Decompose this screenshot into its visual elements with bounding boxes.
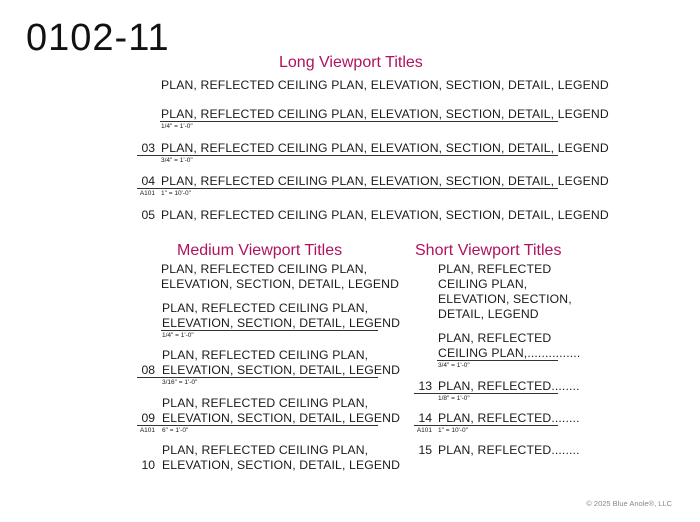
long-title-3: PLAN, REFLECTED CEILING PLAN, ELEVATION, SECTION, DETAIL, LEGEND bbox=[161, 141, 609, 155]
short-title-3: PLAN, REFLECTED........ bbox=[438, 379, 580, 393]
short-title-1-line1: PLAN, REFLECTED bbox=[438, 262, 552, 276]
medium-title-4-line1: PLAN, REFLECTED CEILING PLAN, bbox=[162, 396, 369, 410]
short-title-5-number: 15 bbox=[418, 443, 432, 457]
short-title-4: PLAN, REFLECTED........ bbox=[438, 411, 580, 425]
medium-viewport-titles-heading: Medium Viewport Titles bbox=[177, 242, 343, 259]
short-title-2-line2: CEILING PLAN,............... bbox=[438, 346, 581, 360]
medium-title-4-line2: ELEVATION, SECTION, DETAIL, LEGEND bbox=[162, 411, 401, 425]
long-title-5-number: 05 bbox=[141, 208, 155, 222]
long-title-3-rule bbox=[137, 155, 558, 156]
short-title-3-scale: 1/8" = 1'-0" bbox=[438, 395, 470, 402]
short-viewport-titles-heading: Short Viewport Titles bbox=[415, 242, 562, 259]
medium-title-1-line2: ELEVATION, SECTION, DETAIL, LEGEND bbox=[161, 277, 400, 291]
short-title-2-line1: PLAN, REFLECTED bbox=[438, 331, 552, 345]
short-title-4-number: 14 bbox=[418, 411, 432, 425]
long-title-4: PLAN, REFLECTED CEILING PLAN, ELEVATION, SECTION, DETAIL, LEGEND bbox=[161, 174, 609, 188]
long-title-5: PLAN, REFLECTED CEILING PLAN, ELEVATION, SECTION, DETAIL, LEGEND bbox=[161, 208, 609, 222]
medium-title-2-rule bbox=[161, 330, 378, 331]
copyright-notice: © 2025 Blue Anole®, LLC bbox=[586, 499, 672, 508]
short-title-1-line2: CEILING PLAN, bbox=[438, 277, 528, 291]
short-title-3-number: 13 bbox=[418, 379, 432, 393]
short-title-4-scale: 1" = 10'-0" bbox=[438, 427, 468, 434]
short-title-1-line3: ELEVATION, SECTION, bbox=[438, 292, 572, 306]
medium-title-3-line2: ELEVATION, SECTION, DETAIL, LEGEND bbox=[162, 363, 401, 377]
short-title-1-line4: DETAIL, LEGEND bbox=[438, 307, 539, 321]
short-title-2-rule bbox=[437, 360, 558, 361]
long-title-1: PLAN, REFLECTED CEILING PLAN, ELEVATION, SECTION, DETAIL, LEGEND bbox=[161, 78, 609, 92]
medium-title-3-line1: PLAN, REFLECTED CEILING PLAN, bbox=[162, 348, 369, 362]
long-title-2-rule bbox=[160, 121, 558, 122]
medium-title-3-rule bbox=[137, 377, 378, 378]
medium-title-3-scale: 3/16" = 1'-0" bbox=[162, 379, 198, 386]
long-title-4-scale: 1" = 10'-0" bbox=[161, 190, 191, 197]
long-viewport-titles-heading: Long Viewport Titles bbox=[279, 54, 423, 71]
short-title-4-sheet: A101 bbox=[416, 427, 432, 434]
medium-title-2-line2: ELEVATION, SECTION, DETAIL, LEGEND bbox=[162, 316, 401, 330]
short-title-3-rule bbox=[414, 393, 558, 394]
medium-title-4-scale: 6" = 1'-0" bbox=[162, 427, 189, 434]
long-title-3-number: 03 bbox=[141, 141, 155, 155]
medium-title-4-sheet: A101 bbox=[139, 427, 155, 434]
sheet-number: 0102-11 bbox=[26, 17, 170, 59]
medium-title-2-scale: 1/4" = 1'-0" bbox=[162, 332, 194, 339]
short-title-4-rule bbox=[414, 425, 558, 426]
short-title-5: PLAN, REFLECTED........ bbox=[438, 443, 580, 457]
medium-title-5-number: 10 bbox=[141, 458, 155, 472]
short-title-2-scale: 3/4" = 1'-0" bbox=[438, 362, 470, 369]
long-title-2-scale: 1/4" = 1'-0" bbox=[161, 123, 193, 130]
long-title-4-rule bbox=[137, 188, 558, 189]
medium-title-3-number: 08 bbox=[141, 363, 155, 377]
long-title-3-scale: 3/4" = 1'-0" bbox=[161, 157, 193, 164]
medium-title-4-number: 09 bbox=[141, 411, 155, 425]
long-title-4-number: 04 bbox=[141, 174, 155, 188]
medium-title-4-rule bbox=[137, 425, 378, 426]
medium-title-5-line1: PLAN, REFLECTED CEILING PLAN, bbox=[162, 443, 369, 457]
medium-title-5-line2: ELEVATION, SECTION, DETAIL, LEGEND bbox=[162, 458, 401, 472]
medium-title-1-line1: PLAN, REFLECTED CEILING PLAN, bbox=[161, 262, 368, 276]
long-title-2: PLAN, REFLECTED CEILING PLAN, ELEVATION, SECTION, DETAIL, LEGEND bbox=[161, 107, 609, 121]
long-title-4-sheet: A101 bbox=[139, 190, 155, 197]
medium-title-2-line1: PLAN, REFLECTED CEILING PLAN, bbox=[162, 301, 369, 315]
